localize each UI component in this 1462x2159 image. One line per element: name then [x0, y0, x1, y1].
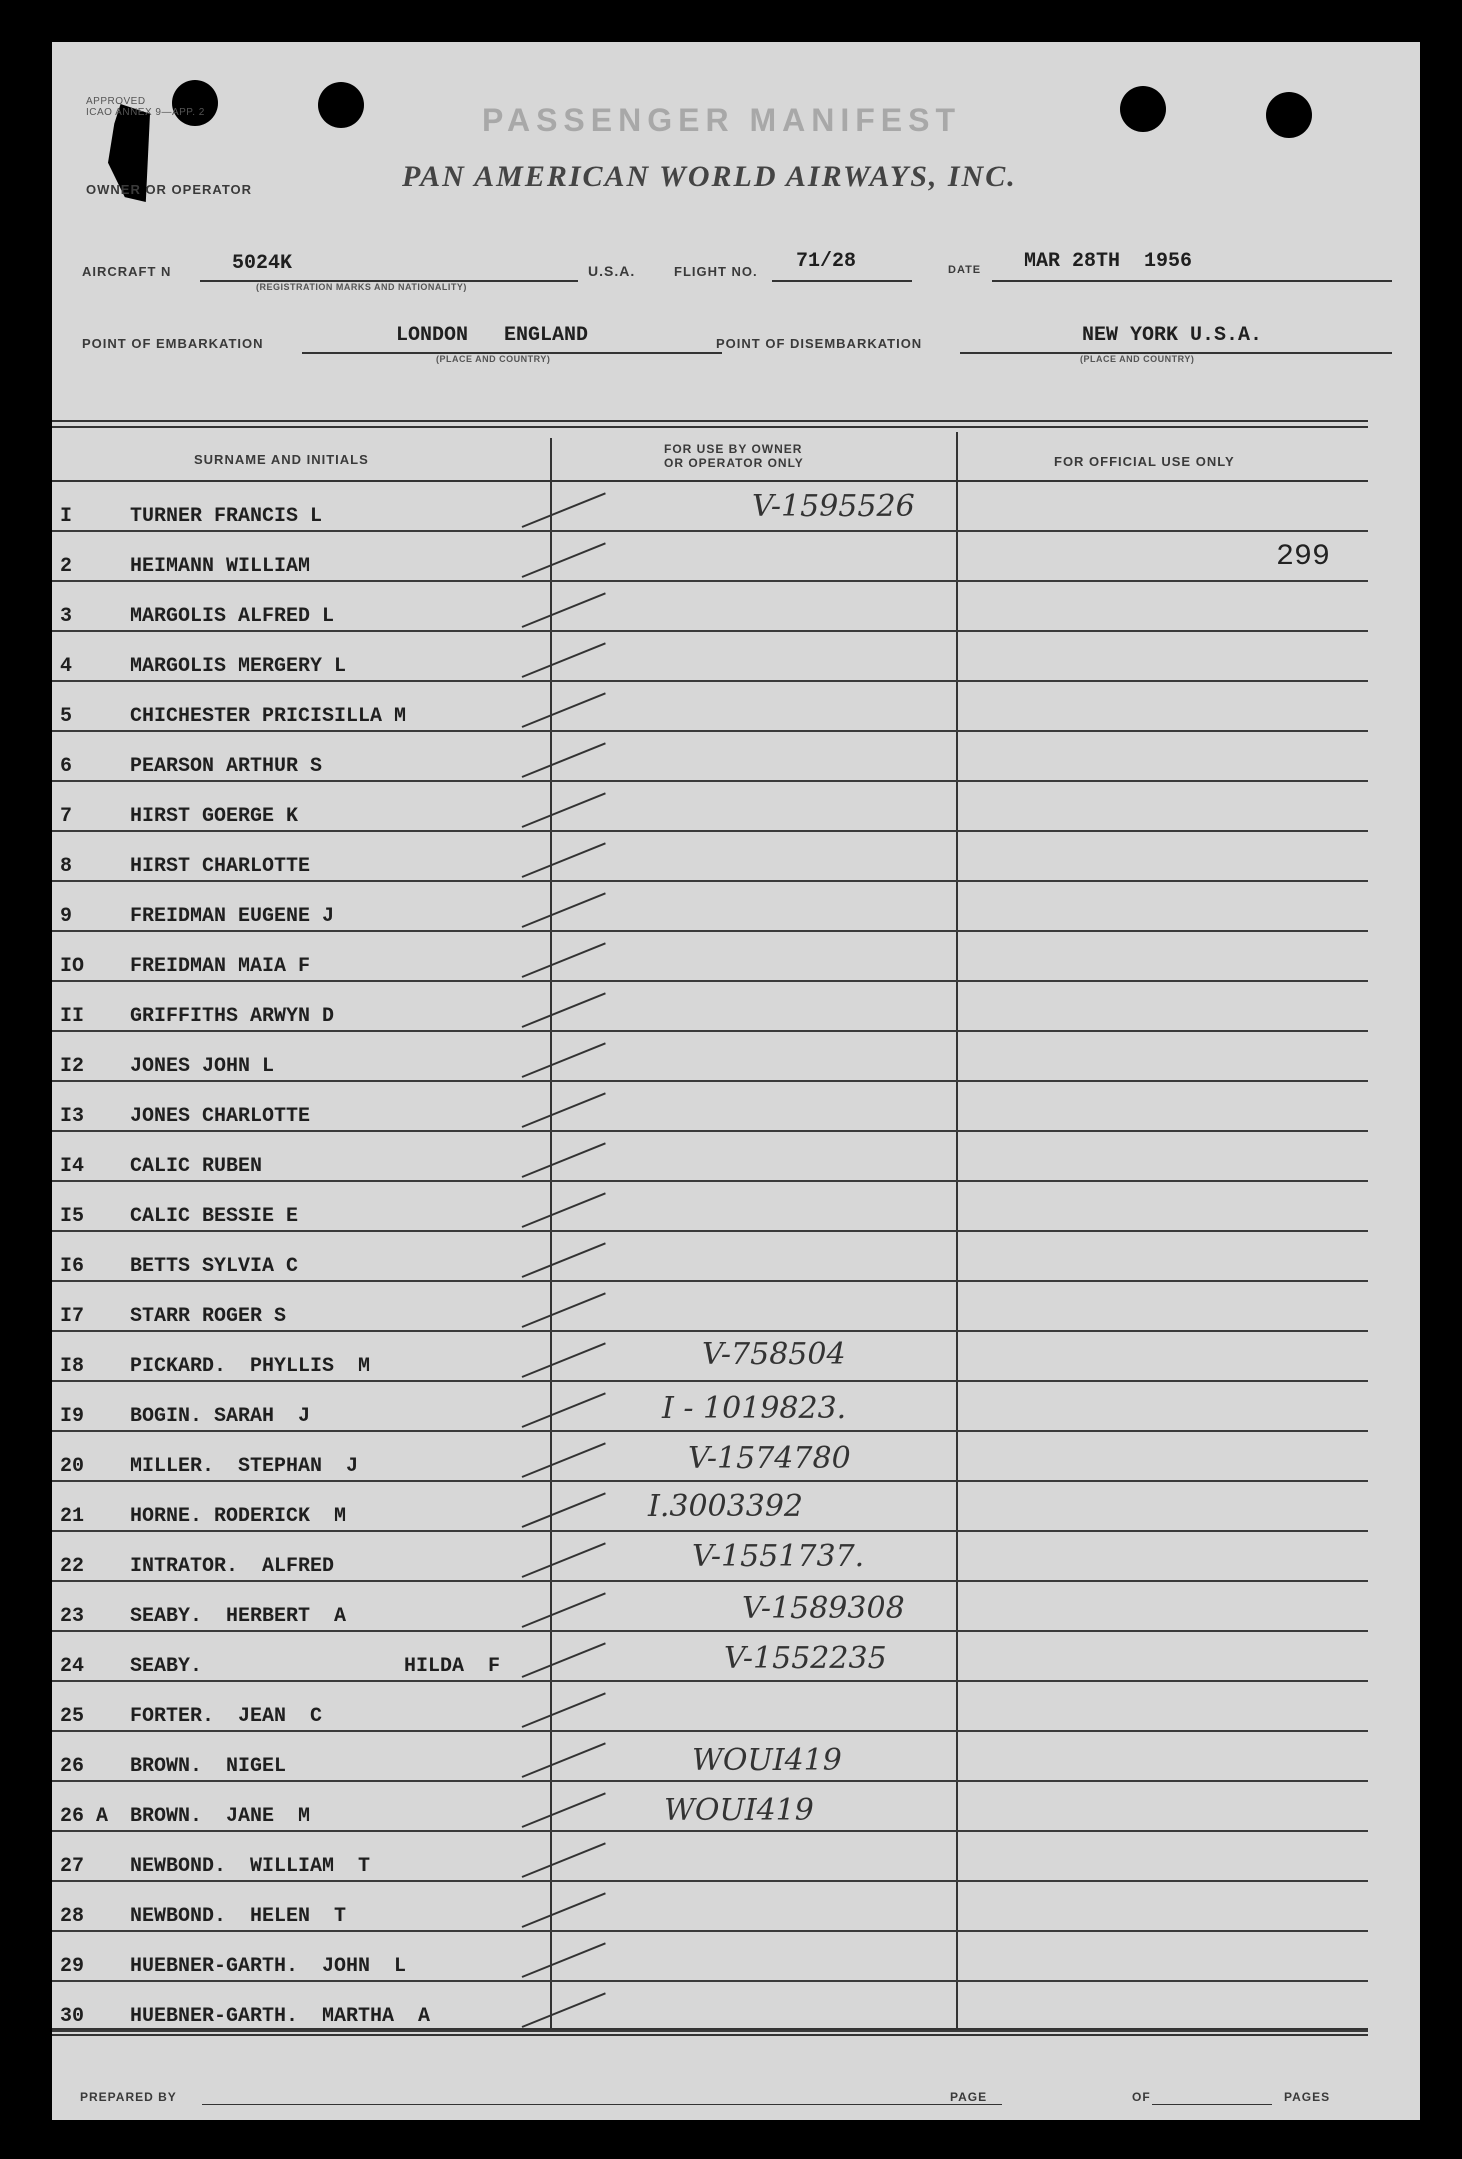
row-number: 8 — [60, 855, 73, 878]
owner-note: I - 1019823. — [662, 1391, 847, 1426]
passenger-name: BETTS SYLVIA C — [130, 1255, 299, 1278]
disembark-value: NEW YORK U.S.A. — [1082, 324, 1263, 347]
passenger-name: TURNER FRANCIS L — [130, 505, 323, 528]
disembark-caption: (PLACE AND COUNTRY) — [1080, 354, 1195, 364]
table-row — [52, 1432, 1420, 1482]
owner-note: V-1551737. — [692, 1539, 865, 1574]
owner-note: V-1589308 — [742, 1591, 905, 1626]
check-mark — [522, 892, 606, 928]
check-mark — [522, 1742, 606, 1778]
passenger-name: FREIDMAN MAIA F — [130, 955, 311, 978]
table-row — [52, 1782, 1420, 1832]
passenger-name: BROWN. JANE M — [130, 1805, 311, 1828]
row-number: 7 — [60, 805, 73, 828]
check-mark — [522, 1492, 606, 1528]
passenger-name: GRIFFITHS ARWYN D — [130, 1005, 335, 1028]
check-mark — [522, 542, 606, 578]
row-number: I6 — [60, 1255, 85, 1278]
row-number: I7 — [60, 1305, 85, 1328]
passenger-name: CALIC BESSIE E — [130, 1205, 299, 1228]
col-official-header: FOR OFFICIAL USE ONLY — [1054, 454, 1235, 469]
table-row — [52, 1232, 1420, 1282]
row-number: I8 — [60, 1355, 85, 1378]
row-number: 27 — [60, 1855, 85, 1878]
table-row — [52, 1332, 1420, 1382]
table-row — [52, 1732, 1420, 1782]
embark-caption: (PLACE AND COUNTRY) — [436, 354, 551, 364]
table-row — [52, 832, 1420, 882]
passenger-name: STARR ROGER S — [130, 1305, 287, 1328]
check-mark — [522, 1992, 606, 2028]
check-mark — [522, 1042, 606, 1078]
table-row — [52, 882, 1420, 932]
row-number: 9 — [60, 905, 73, 928]
row-number: 25 — [60, 1705, 85, 1728]
check-mark — [522, 1092, 606, 1128]
row-number: 21 — [60, 1505, 85, 1528]
table-row — [52, 782, 1420, 832]
check-mark — [522, 992, 606, 1028]
row-number: 28 — [60, 1905, 85, 1928]
table-row — [52, 1682, 1420, 1732]
check-mark — [522, 1792, 606, 1828]
check-mark — [522, 1542, 606, 1578]
owner-note: WOUI419 — [692, 1743, 842, 1778]
table-row — [52, 982, 1420, 1032]
passenger-name: JONES JOHN L — [130, 1055, 275, 1078]
airline-name: PAN AMERICAN WORLD AIRWAYS, INC. — [402, 160, 1017, 193]
of-label: OF — [1132, 2090, 1151, 2104]
nationality: U.S.A. — [588, 263, 636, 279]
row-number: 20 — [60, 1455, 85, 1478]
official-note: 299 — [1276, 540, 1331, 574]
passenger-name: BROWN. NIGEL — [130, 1755, 287, 1778]
check-mark — [522, 1142, 606, 1178]
check-mark — [522, 942, 606, 978]
registration-caption: (REGISTRATION MARKS AND NATIONALITY) — [256, 282, 467, 292]
row-number: 2 — [60, 555, 73, 578]
passenger-name: SEABY. HERBERT A — [130, 1605, 347, 1628]
row-number: I5 — [60, 1205, 85, 1228]
flight-value: 71/28 — [796, 250, 857, 273]
row-number: 26 — [60, 1755, 85, 1778]
aircraft-value: 5024K — [232, 252, 293, 275]
table-row — [52, 1032, 1420, 1082]
passenger-name: NEWBOND. WILLIAM T — [130, 1855, 371, 1878]
check-mark — [522, 1292, 606, 1328]
passenger-name: PICKARD. PHYLLIS M — [130, 1355, 371, 1378]
col-owner-header-2: OR OPERATOR ONLY — [664, 456, 804, 470]
row-number: 5 — [60, 705, 73, 728]
prepared-by-label: PREPARED BY — [80, 2090, 177, 2104]
owner-note: V-758504 — [702, 1337, 846, 1372]
passenger-name: INTRATOR. ALFRED — [130, 1555, 335, 1578]
check-mark — [522, 1392, 606, 1428]
punch-hole — [318, 82, 364, 128]
check-mark — [522, 1242, 606, 1278]
owner-note: V-1574780 — [688, 1441, 851, 1476]
check-mark — [522, 792, 606, 828]
check-mark — [522, 642, 606, 678]
check-mark — [522, 1642, 606, 1678]
row-number: I — [60, 505, 73, 528]
passenger-name: NEWBOND. HELEN T — [130, 1905, 347, 1928]
table-row — [52, 682, 1420, 732]
manifest-sheet — [52, 42, 1420, 2120]
page-label: PAGE — [950, 2090, 988, 2104]
passenger-name: HUEBNER-GARTH. JOHN L — [130, 1955, 407, 1978]
table-row — [52, 632, 1420, 682]
table-row — [52, 1932, 1420, 1982]
table-row — [52, 1632, 1420, 1682]
row-number: I2 — [60, 1055, 85, 1078]
date-value: MAR 28TH 1956 — [1024, 250, 1193, 273]
check-mark — [522, 1942, 606, 1978]
row-rule — [52, 2030, 1368, 2032]
row-number: II — [60, 1005, 85, 1028]
passenger-name: MARGOLIS ALFRED L — [130, 605, 335, 628]
table-row — [52, 1182, 1420, 1232]
passenger-name: HIRST GOERGE K — [130, 805, 299, 828]
row-number: I3 — [60, 1105, 85, 1128]
table-row — [52, 1082, 1420, 1132]
owner-label: OWNER OR OPERATOR — [86, 182, 253, 197]
passenger-given-name: HILDA F — [404, 1655, 501, 1678]
table-row — [52, 582, 1420, 632]
table-row — [52, 1882, 1420, 1932]
passenger-name: HORNE. RODERICK M — [130, 1505, 347, 1528]
col-owner-header-1: FOR USE BY OWNER — [664, 442, 803, 456]
table-row — [52, 1132, 1420, 1182]
table-row — [52, 1282, 1420, 1332]
punch-hole — [1120, 86, 1166, 132]
owner-note: V-1552235 — [724, 1641, 887, 1676]
date-label: DATE — [948, 264, 982, 276]
check-mark — [522, 1192, 606, 1228]
owner-note: V-1595526 — [752, 489, 915, 524]
row-number: 22 — [60, 1555, 85, 1578]
table-row — [52, 532, 1420, 582]
row-number: 3 — [60, 605, 73, 628]
approval-stamp: APPROVED ICAO ANNEX 9—APP. 2 — [86, 96, 205, 118]
passenger-name: FORTER. JEAN C — [130, 1705, 323, 1728]
disembark-label: POINT OF DISEMBARKATION — [716, 336, 923, 351]
passenger-name: CALIC RUBEN — [130, 1155, 263, 1178]
passenger-name: HIRST CHARLOTTE — [130, 855, 311, 878]
row-number: 29 — [60, 1955, 85, 1978]
passenger-name: CHICHESTER PRICISILLA M — [130, 705, 407, 728]
aircraft-label: AIRCRAFT N — [82, 264, 172, 279]
passenger-name: PEARSON ARTHUR S — [130, 755, 323, 778]
check-mark — [522, 1592, 606, 1628]
table-row — [52, 1482, 1420, 1532]
passenger-name: BOGIN. SARAH J — [130, 1405, 311, 1428]
page-title: PASSENGER MANIFEST — [482, 102, 961, 138]
row-number: 6 — [60, 755, 73, 778]
owner-note: WOUI419 — [664, 1793, 814, 1828]
check-mark — [522, 1442, 606, 1478]
row-number: 30 — [60, 2005, 85, 2028]
check-mark — [522, 742, 606, 778]
check-mark — [522, 592, 606, 628]
embark-label: POINT OF EMBARKATION — [82, 336, 264, 351]
passenger-name: SEABY. — [130, 1655, 203, 1678]
flight-label: FLIGHT NO. — [674, 264, 758, 279]
check-mark — [522, 1342, 606, 1378]
table-row — [52, 1582, 1420, 1632]
passenger-name: MILLER. STEPHAN J — [130, 1455, 359, 1478]
passenger-name: FREIDMAN EUGENE J — [130, 905, 335, 928]
row-number: I4 — [60, 1155, 85, 1178]
row-number: I9 — [60, 1405, 85, 1428]
row-number: IO — [60, 955, 85, 978]
table-row — [52, 1982, 1420, 2032]
check-mark — [522, 1842, 606, 1878]
table-row — [52, 732, 1420, 782]
embark-value: LONDON ENGLAND — [396, 324, 589, 347]
punch-hole — [1266, 92, 1312, 138]
row-number: 24 — [60, 1655, 85, 1678]
passenger-name: MARGOLIS MERGERY L — [130, 655, 347, 678]
passenger-name: HEIMANN WILLIAM — [130, 555, 311, 578]
passenger-name: HUEBNER-GARTH. MARTHA A — [130, 2005, 431, 2028]
table-row — [52, 1532, 1420, 1582]
row-number: 4 — [60, 655, 73, 678]
table-row — [52, 1832, 1420, 1882]
passenger-name: JONES CHARLOTTE — [130, 1105, 311, 1128]
col-surname-header: SURNAME AND INITIALS — [194, 452, 369, 467]
check-mark — [522, 492, 606, 528]
table-row — [52, 482, 1420, 532]
check-mark — [522, 1692, 606, 1728]
check-mark — [522, 692, 606, 728]
row-number: 23 — [60, 1605, 85, 1628]
pages-label: PAGES — [1284, 2090, 1331, 2104]
table-row — [52, 932, 1420, 982]
row-number: 26 A — [60, 1805, 109, 1828]
check-mark — [522, 842, 606, 878]
check-mark — [522, 1892, 606, 1928]
table-row — [52, 1382, 1420, 1432]
owner-note: I.3003392 — [648, 1489, 803, 1524]
